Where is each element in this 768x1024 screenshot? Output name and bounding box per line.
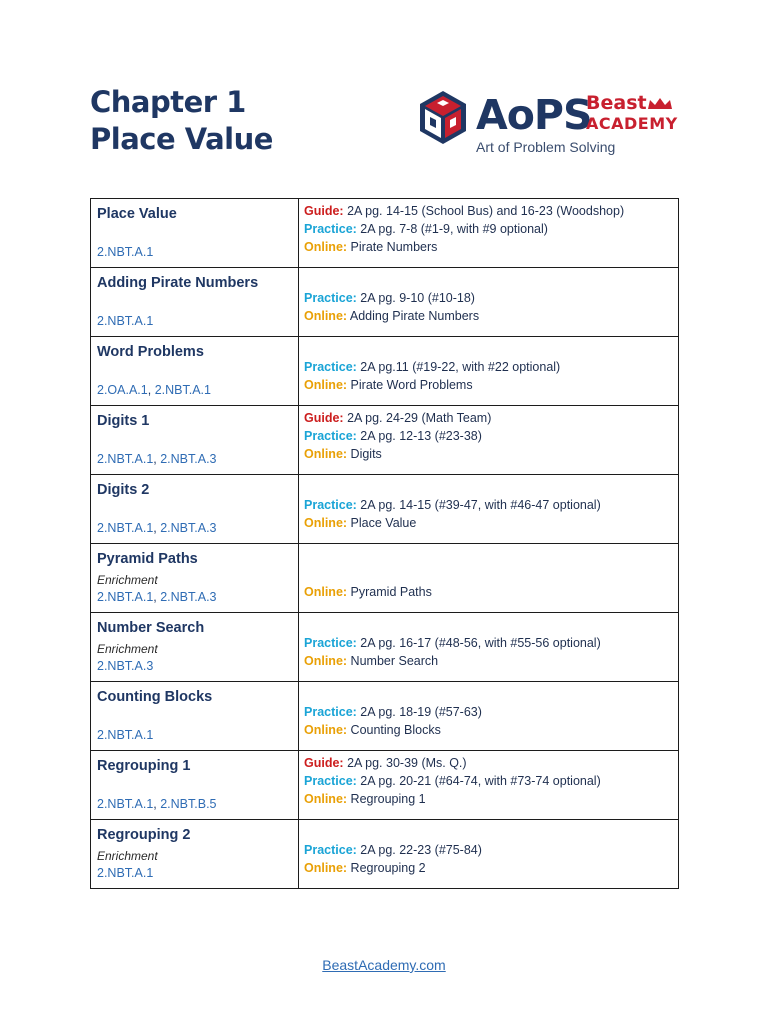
- assignment-cell: [299, 613, 679, 682]
- standard-code: 2.NBT.A.1: [97, 590, 154, 604]
- assignment-cell: [299, 682, 679, 751]
- online-text: Regrouping 1: [350, 792, 426, 806]
- practice-line: [304, 220, 624, 238]
- title-line-chapter: Chapter 1: [90, 85, 246, 119]
- logo-academy-text: ACADEMY: [586, 114, 678, 133]
- lesson-cell: [91, 337, 299, 406]
- assignment-cell: [299, 199, 679, 268]
- practice-line: [304, 427, 491, 445]
- crown-icon: [647, 96, 673, 110]
- online-label: Online:: [304, 654, 348, 668]
- practice-line: [304, 634, 601, 652]
- standard-code: 2.NBT.A.3: [97, 659, 154, 673]
- lesson-cell: [91, 199, 299, 268]
- online-label: Online:: [304, 309, 348, 323]
- standard-code: 2.NBT.A.1: [97, 797, 154, 811]
- practice-text: 2A pg. 7-8 (#1-9, with #9 optional): [360, 222, 548, 236]
- online-text: Pyramid Paths: [350, 585, 432, 599]
- guide-text: 2A pg. 24-29 (Math Team): [347, 411, 492, 425]
- online-text: Adding Pirate Numbers: [349, 309, 480, 323]
- standards-list: 2.NBT.A.1, 2.NBT.A.3: [97, 521, 217, 535]
- lesson-cell: [91, 544, 299, 613]
- table-row: [91, 268, 679, 337]
- practice-label: Practice:: [304, 705, 357, 719]
- standards-list: 2.NBT.A.1, 2.NBT.B.5: [97, 797, 217, 811]
- online-label: Online:: [304, 861, 348, 875]
- online-line: [304, 445, 491, 463]
- guide-line: [304, 409, 491, 427]
- table-row: [91, 751, 679, 820]
- practice-text: 2A pg. 9-10 (#10-18): [360, 291, 475, 305]
- table-row: [91, 682, 679, 751]
- practice-text: 2A pg. 18-19 (#57-63): [360, 705, 482, 719]
- table-row: [91, 406, 679, 475]
- table-row: [91, 337, 679, 406]
- lesson-cell: [91, 406, 299, 475]
- online-text: Pirate Numbers: [350, 240, 438, 254]
- lesson-name: Adding Pirate Numbers: [97, 275, 259, 291]
- online-label: Online:: [304, 447, 348, 461]
- practice-label: Practice:: [304, 222, 357, 236]
- standard-code: 2.NBT.A.1: [97, 866, 154, 880]
- standards-list: [97, 659, 153, 673]
- online-text: Number Search: [350, 654, 439, 668]
- online-text: Regrouping 2: [350, 861, 426, 875]
- practice-text: 2A pg. 20-21 (#64-74, with #73-74 optional): [360, 774, 601, 788]
- guide-label: Guide:: [304, 204, 344, 218]
- standard-code: 2.NBT.B.5: [160, 797, 217, 811]
- online-line: [304, 583, 432, 601]
- guide-label: Guide:: [304, 411, 344, 425]
- standards-list: 2.NBT.A.1, 2.NBT.A.3: [97, 590, 217, 604]
- standard-code: 2.NBT.A.1: [97, 521, 154, 535]
- table-row: [91, 613, 679, 682]
- online-line: [304, 790, 601, 808]
- lesson-cell: [91, 475, 299, 544]
- standards-list: [97, 728, 153, 742]
- table-row: [91, 544, 679, 613]
- table-row: [91, 199, 679, 268]
- online-line: [304, 238, 624, 256]
- aops-beast-academy-logo: [418, 90, 680, 160]
- assignment-cell: [299, 268, 679, 337]
- standards-list: 2.NBT.A.1, 2.NBT.A.3: [97, 452, 217, 466]
- guide-line: [304, 754, 601, 772]
- practice-line: [304, 772, 601, 790]
- practice-line: [304, 841, 482, 859]
- guide-text: 2A pg. 30-39 (Ms. Q.): [347, 756, 467, 770]
- assignment-cell: [299, 475, 679, 544]
- practice-text: 2A pg. 14-15 (#39-47, with #46-47 optional): [360, 498, 601, 512]
- online-label: Online:: [304, 516, 348, 530]
- online-label: Online:: [304, 723, 348, 737]
- lesson-cell: [91, 613, 299, 682]
- online-line: [304, 514, 601, 532]
- guide-label: Guide:: [304, 756, 344, 770]
- standard-code: 2.NBT.A.1: [97, 245, 154, 259]
- practice-label: Practice:: [304, 291, 357, 305]
- standards-list: [97, 314, 153, 328]
- online-label: Online:: [304, 378, 348, 392]
- beastacademy-link[interactable]: BeastAcademy.com: [322, 957, 446, 973]
- practice-label: Practice:: [304, 498, 357, 512]
- lesson-table: [90, 198, 679, 889]
- practice-line: [304, 289, 479, 307]
- title-line-topic: Place Value: [90, 122, 273, 156]
- practice-line: [304, 496, 601, 514]
- practice-line: [304, 703, 482, 721]
- online-label: Online:: [304, 792, 348, 806]
- standard-code: 2.NBT.A.3: [160, 590, 217, 604]
- standard-code: 2.NBT.A.3: [160, 521, 217, 535]
- logo-aops-text: AoPS: [476, 91, 592, 139]
- assignment-cell: [299, 337, 679, 406]
- standard-code: 2.NBT.A.1: [97, 728, 154, 742]
- assignment-cell: [299, 820, 679, 889]
- standards-list: [97, 866, 153, 880]
- assignment-cell: [299, 751, 679, 820]
- online-text: Digits: [350, 447, 382, 461]
- standards-list: 2.OA.A.1, 2.NBT.A.1: [97, 383, 211, 397]
- assignment-cell: [299, 406, 679, 475]
- standards-list: [97, 245, 153, 259]
- lesson-name: Pyramid Paths: [97, 551, 198, 567]
- practice-label: Practice:: [304, 636, 357, 650]
- lesson-note: Enrichment: [97, 642, 158, 656]
- assignment-cell: [299, 544, 679, 613]
- online-line: [304, 721, 482, 739]
- lesson-name: Digits 1: [97, 413, 150, 429]
- online-label: Online:: [304, 240, 348, 254]
- lesson-note: Enrichment: [97, 849, 158, 863]
- online-text: Pirate Word Problems: [350, 378, 473, 392]
- cube-logo-icon: [418, 90, 468, 146]
- standard-code: 2.NBT.A.1: [154, 383, 211, 397]
- online-text: Place Value: [350, 516, 417, 530]
- online-line: [304, 859, 482, 877]
- lesson-name: Word Problems: [97, 344, 204, 360]
- standard-code: 2.NBT.A.1: [97, 314, 154, 328]
- standard-code: 2.NBT.A.3: [160, 452, 217, 466]
- lesson-name: Place Value: [97, 206, 177, 222]
- lesson-cell: [91, 751, 299, 820]
- online-line: [304, 307, 479, 325]
- practice-label: Practice:: [304, 360, 357, 374]
- online-line: [304, 652, 601, 670]
- online-line: [304, 376, 560, 394]
- practice-text: 2A pg. 16-17 (#48-56, with #55-56 optional): [360, 636, 601, 650]
- online-text: Counting Blocks: [350, 723, 441, 737]
- table-row: [91, 475, 679, 544]
- lesson-cell: [91, 682, 299, 751]
- practice-line: [304, 358, 560, 376]
- logo-tagline: Art of Problem Solving: [476, 139, 616, 155]
- practice-text: 2A pg. 22-23 (#75-84): [360, 843, 482, 857]
- guide-line: [304, 202, 624, 220]
- page-title: [90, 84, 273, 158]
- standard-code: 2.OA.A.1: [97, 383, 148, 397]
- lesson-name: Regrouping 1: [97, 758, 191, 774]
- lesson-name: Digits 2: [97, 482, 150, 498]
- practice-label: Practice:: [304, 774, 357, 788]
- lesson-name: Counting Blocks: [97, 689, 213, 705]
- lesson-name: Regrouping 2: [97, 827, 191, 843]
- practice-text: 2A pg.11 (#19-22, with #22 optional): [360, 360, 561, 374]
- lesson-cell: [91, 820, 299, 889]
- practice-label: Practice:: [304, 429, 357, 443]
- standard-code: 2.NBT.A.1: [97, 452, 154, 466]
- lesson-name: Number Search: [97, 620, 205, 636]
- online-label: Online:: [304, 585, 348, 599]
- practice-label: Practice:: [304, 843, 357, 857]
- lesson-cell: [91, 268, 299, 337]
- logo-beast-text: Beast: [586, 92, 647, 114]
- table-row: [91, 820, 679, 889]
- practice-text: 2A pg. 12-13 (#23-38): [360, 429, 482, 443]
- lesson-note: Enrichment: [97, 573, 158, 587]
- guide-text: 2A pg. 14-15 (School Bus) and 16-23 (Woodshop): [347, 204, 625, 218]
